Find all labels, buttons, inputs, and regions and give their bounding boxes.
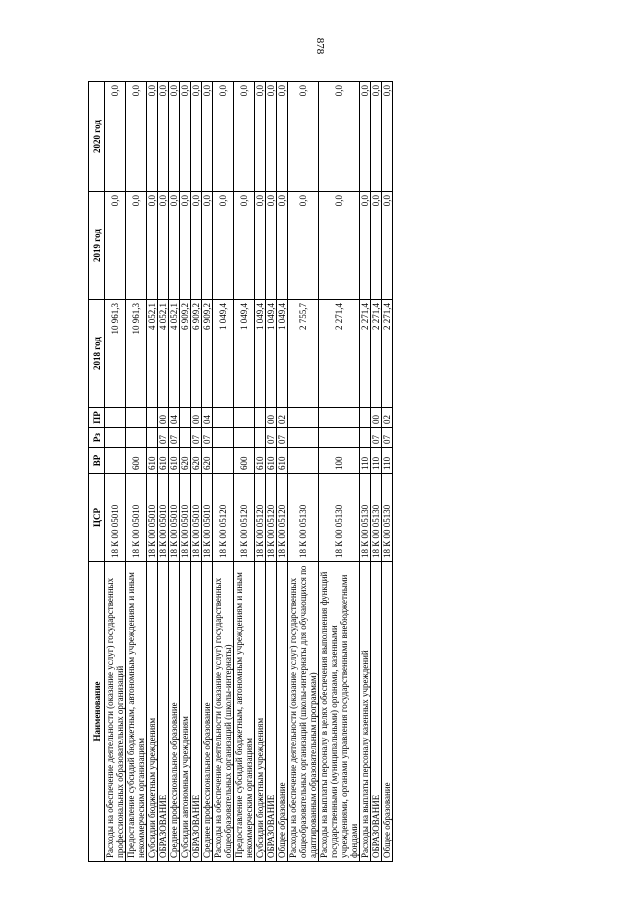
rotated-table-container (88, 82, 563, 862)
row-2018: 10 961,3 (126, 300, 147, 408)
row-2019: 0,0 (158, 192, 169, 300)
row-2018: 10 961,3 (105, 300, 126, 408)
row-pr: 02 (277, 408, 288, 428)
row-vr: 110 (371, 448, 382, 474)
row-vr: 610 (147, 448, 158, 474)
row-2020: 0,0 (191, 82, 202, 192)
row-2019: 0,0 (360, 192, 371, 300)
table-row (105, 82, 126, 862)
row-vr: 110 (382, 448, 393, 474)
row-pr (319, 408, 360, 428)
table-row (360, 82, 371, 862)
row-name: Расходы на обеспечение деятельности (оказание услуг) государственных профессиональных образовательных организаций (105, 562, 126, 862)
row-name: Субсидии бюджетным учреждениям (255, 562, 266, 862)
row-2020: 0,0 (202, 82, 213, 192)
row-2020: 0,0 (180, 82, 191, 192)
row-pr (126, 408, 147, 428)
row-vr: 110 (360, 448, 371, 474)
row-vr (288, 448, 319, 474)
row-rz: 07 (382, 428, 393, 448)
row-name: Среднее профессиональное образование (202, 562, 213, 862)
page-number: 878 (314, 37, 326, 55)
row-pr (234, 408, 255, 428)
row-2019: 0,0 (169, 192, 180, 300)
row-2019: 0,0 (202, 192, 213, 300)
row-pr: 04 (169, 408, 180, 428)
row-2018: 1 049,4 (277, 300, 288, 408)
row-2020: 0,0 (382, 82, 393, 192)
row-pr: 04 (202, 408, 213, 428)
row-name: Общее образование (382, 562, 393, 862)
row-2020: 0,0 (266, 82, 277, 192)
row-csr: 18 К 00 05130 (371, 474, 382, 562)
row-2018: 1 049,4 (266, 300, 277, 408)
row-vr: 610 (255, 448, 266, 474)
row-2020: 0,0 (371, 82, 382, 192)
row-pr (255, 408, 266, 428)
header-pr: ПР (89, 408, 105, 428)
row-vr: 620 (180, 448, 191, 474)
table-header-row (89, 82, 105, 862)
row-2019: 0,0 (191, 192, 202, 300)
row-csr: 18 К 00 05120 (266, 474, 277, 562)
table-row (213, 82, 234, 862)
row-rz (234, 428, 255, 448)
row-pr: 00 (266, 408, 277, 428)
table-row (158, 82, 169, 862)
row-rz (288, 428, 319, 448)
row-rz (213, 428, 234, 448)
row-2018: 2 271,4 (319, 300, 360, 408)
table-row (319, 82, 360, 862)
row-2019: 0,0 (126, 192, 147, 300)
row-2020: 0,0 (288, 82, 319, 192)
row-name: ОБРАЗОВАНИЕ (158, 562, 169, 862)
row-2019: 0,0 (234, 192, 255, 300)
row-2019: 0,0 (382, 192, 393, 300)
table-row (371, 82, 382, 862)
row-rz (360, 428, 371, 448)
table-row (382, 82, 393, 862)
row-name: Общее образование (277, 562, 288, 862)
header-vr: ВР (89, 448, 105, 474)
table-row (202, 82, 213, 862)
row-rz (180, 428, 191, 448)
row-vr (105, 448, 126, 474)
row-2020: 0,0 (105, 82, 126, 192)
row-2019: 0,0 (147, 192, 158, 300)
row-pr (147, 408, 158, 428)
row-name: Субсидии бюджетным учреждениям (147, 562, 158, 862)
row-2018: 6 909,2 (180, 300, 191, 408)
row-vr: 610 (266, 448, 277, 474)
row-vr: 100 (319, 448, 360, 474)
row-pr: 02 (382, 408, 393, 428)
row-2019: 0,0 (180, 192, 191, 300)
row-name: Предоставление субсидий бюджетным, автономным учреждениям и иным некоммерческим организациям (234, 562, 255, 862)
row-pr (288, 408, 319, 428)
row-2020: 0,0 (147, 82, 158, 192)
row-rz: 07 (277, 428, 288, 448)
row-vr: 610 (277, 448, 288, 474)
header-rz: Рз (89, 428, 105, 448)
row-2018: 2 271,4 (371, 300, 382, 408)
row-name: Предоставление субсидий бюджетным, автономным учреждениям и иным некоммерческим организациям (126, 562, 147, 862)
row-name: ОБРАЗОВАНИЕ (371, 562, 382, 862)
header-name: Наименование (89, 562, 105, 862)
row-rz: 07 (266, 428, 277, 448)
table-row (180, 82, 191, 862)
header-2018: 2018 год (89, 300, 105, 408)
row-pr: 00 (158, 408, 169, 428)
row-csr: 18 К 00 05120 (213, 474, 234, 562)
row-2018: 6 909,2 (191, 300, 202, 408)
row-2018: 4 052,1 (169, 300, 180, 408)
row-vr: 620 (191, 448, 202, 474)
row-csr: 18 К 00 05130 (319, 474, 360, 562)
row-csr: 18 К 00 05010 (180, 474, 191, 562)
row-2019: 0,0 (255, 192, 266, 300)
row-2018: 2 271,4 (360, 300, 371, 408)
row-rz: 07 (202, 428, 213, 448)
row-csr: 18 К 00 05010 (169, 474, 180, 562)
row-name: Расходы на выплаты персоналу в целях обеспечения выполнения функций государственными (муниципальными) органами, казенными учреждениями, органами управления государственными внебюджетными фондами (319, 562, 360, 862)
row-vr (213, 448, 234, 474)
row-2020: 0,0 (360, 82, 371, 192)
row-csr: 18 К 00 05130 (382, 474, 393, 562)
row-vr: 610 (158, 448, 169, 474)
row-vr: 620 (202, 448, 213, 474)
row-2019: 0,0 (213, 192, 234, 300)
row-csr: 18 К 00 05120 (277, 474, 288, 562)
header-csr: ЦСР (89, 474, 105, 562)
row-csr: 18 К 00 05130 (288, 474, 319, 562)
row-2020: 0,0 (158, 82, 169, 192)
row-name: Среднее профессиональное образование (169, 562, 180, 862)
row-2019: 0,0 (319, 192, 360, 300)
row-csr: 18 К 00 05010 (191, 474, 202, 562)
table-row (234, 82, 255, 862)
row-2018: 6 909,2 (202, 300, 213, 408)
row-2019: 0,0 (266, 192, 277, 300)
row-rz (147, 428, 158, 448)
table-row (147, 82, 158, 862)
row-pr (360, 408, 371, 428)
table-row (191, 82, 202, 862)
row-vr: 600 (234, 448, 255, 474)
row-pr: 00 (371, 408, 382, 428)
row-vr: 610 (169, 448, 180, 474)
row-rz (105, 428, 126, 448)
row-2020: 0,0 (234, 82, 255, 192)
row-2020: 0,0 (255, 82, 266, 192)
row-pr (213, 408, 234, 428)
row-2019: 0,0 (277, 192, 288, 300)
row-pr: 00 (191, 408, 202, 428)
row-2020: 0,0 (213, 82, 234, 192)
row-csr: 18 К 00 05010 (158, 474, 169, 562)
table-row (277, 82, 288, 862)
row-vr: 600 (126, 448, 147, 474)
row-csr: 18 К 00 05010 (202, 474, 213, 562)
row-csr: 18 К 00 05120 (234, 474, 255, 562)
header-2020: 2020 год (89, 82, 105, 192)
row-rz: 07 (371, 428, 382, 448)
row-rz (126, 428, 147, 448)
table-row (266, 82, 277, 862)
table-row (126, 82, 147, 862)
row-name: Субсидии автономным учреждениям (180, 562, 191, 862)
row-2020: 0,0 (319, 82, 360, 192)
row-csr: 18 К 00 05010 (147, 474, 158, 562)
row-rz: 07 (158, 428, 169, 448)
row-name: Расходы на обеспечение деятельности (оказание услуг) государственных общеобразовательных организаций (школы-интернаты) (213, 562, 234, 862)
table-row (169, 82, 180, 862)
row-2019: 0,0 (288, 192, 319, 300)
row-rz (255, 428, 266, 448)
row-rz: 07 (191, 428, 202, 448)
row-2018: 4 052,1 (158, 300, 169, 408)
row-2018: 1 049,4 (234, 300, 255, 408)
row-pr (105, 408, 126, 428)
row-2020: 0,0 (277, 82, 288, 192)
header-2019: 2019 год (89, 192, 105, 300)
row-2019: 0,0 (105, 192, 126, 300)
row-2018: 2 755,7 (288, 300, 319, 408)
row-2018: 4 052,1 (147, 300, 158, 408)
row-name: Расходы на выплаты персоналу казенных учреждений (360, 562, 371, 862)
budget-table (88, 81, 393, 862)
row-pr (180, 408, 191, 428)
row-2018: 2 271,4 (382, 300, 393, 408)
row-2020: 0,0 (126, 82, 147, 192)
row-csr: 18 К 00 05120 (255, 474, 266, 562)
row-name: ОБРАЗОВАНИЕ (266, 562, 277, 862)
row-2020: 0,0 (169, 82, 180, 192)
row-csr: 18 К 00 05010 (126, 474, 147, 562)
row-2018: 1 049,4 (255, 300, 266, 408)
row-2018: 1 049,4 (213, 300, 234, 408)
row-csr: 18 К 00 05010 (105, 474, 126, 562)
row-2019: 0,0 (371, 192, 382, 300)
row-rz: 07 (169, 428, 180, 448)
row-name: ОБРАЗОВАНИЕ (191, 562, 202, 862)
row-name: Расходы на обеспечение деятельности (оказание услуг) государственных общеобразовательных организаций (школы-интернаты для обучающихся по адаптированным образовательным программам) (288, 562, 319, 862)
table-row (288, 82, 319, 862)
row-csr: 18 К 00 05130 (360, 474, 371, 562)
table-row (255, 82, 266, 862)
row-rz (319, 428, 360, 448)
